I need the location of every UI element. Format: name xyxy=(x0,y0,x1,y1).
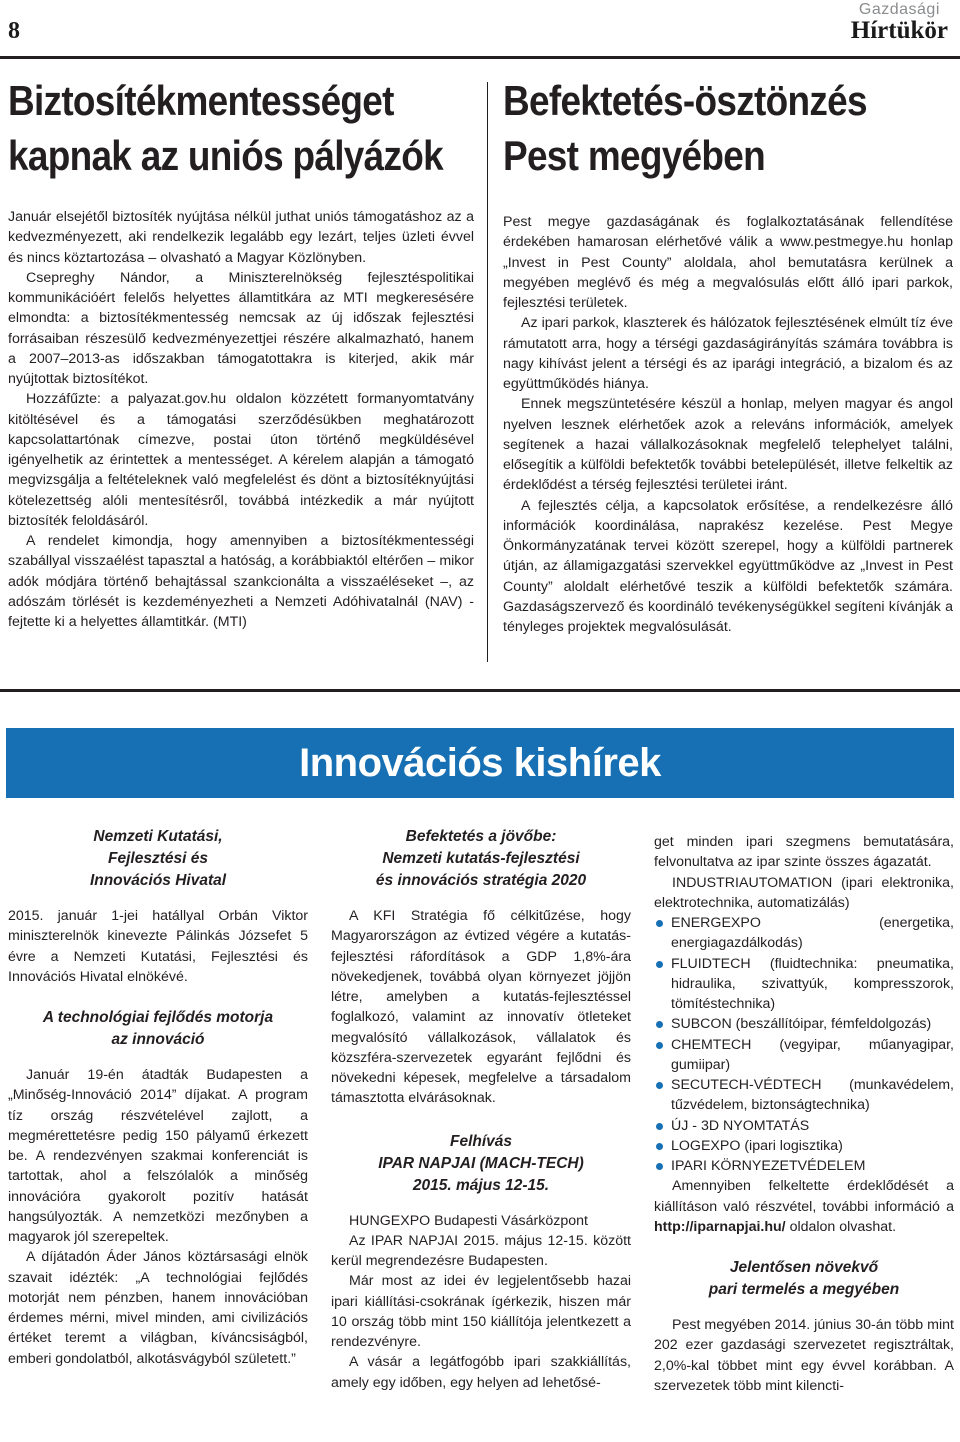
subheading-line: Befektetés a jövőbe: xyxy=(405,828,557,845)
article2-paragraph: A fejlesztés célja, a kapcsolatok erősítése, a rendelkezésre álló információk koordinálása, naprakész kezelése. Pest Megye Önkormányzatának tervei között szerepel, hogy a külföldi partnerek útján, az államigazgatási szervekkel együttműködve az „Invest in Pest County” aloldalt elérhetővé teszik a külföldi befektetők számára. Gazdaságszervező és koordináló tevékenységükkel segíteni kívánják a tényleges projektek megvalósulását. xyxy=(503,497,953,635)
bullet-item xyxy=(654,1014,954,1034)
paragraph: A vásár a legátfogóbb ipari szakkiállítás, amely egy időben, egy helyen ad lehetősé- xyxy=(331,1354,631,1391)
subheading-line: IPAR NAPJAI (MACH-TECH) xyxy=(378,1154,584,1172)
bullet-item xyxy=(654,1136,954,1156)
paragraph: 2015. január 1-jei hatállyal Orbán Viktor miniszterelnök kinevezte Pálinkás Józsefet 5 évre a Nemzeti Kutatási, Fejlesztési és Innovációs Hivatal elnökévé. xyxy=(8,908,308,985)
subheading-line: A technológiai fejlődés motorja xyxy=(42,1009,274,1026)
article1-paragraph: A rendelet kimondja, hogy amennyiben a biztosítékmentességi szabállyal visszaélést tapasztal a hatóság, a korábbiaktól eltérően – mikor adók módjára történő behajtással szankcionálta a visszaéléseket –, az adószám törlését is kezdeményezheti a Nemzeti Adóhivatalnál (NAV) - fejtette ki a helyettes államtitkár. (MTI) xyxy=(8,533,474,630)
paragraph: HUNGEXPO Budapesti Vásárközpont xyxy=(349,1212,588,1229)
bullet-text: ÚJ - 3D NYOMTATÁS xyxy=(671,1117,810,1134)
subheading-line: Nemzeti kutatás-fejlesztési xyxy=(382,850,580,867)
bullet-text: CHEMTECH (vegyipar, műanyagipar, gumiipar) xyxy=(671,1036,954,1073)
bullet-text: FLUIDTECH (fluidtechnika: pneumatika, hidraulika, szivattyúk, kompresszorok, tömítéstechnika) xyxy=(671,955,954,1012)
subheading-line: Innovációs Hivatal xyxy=(89,872,227,889)
bullet-item xyxy=(654,1156,954,1176)
article1-title-line2: kapnak az uniós pályázók xyxy=(8,132,444,179)
article2-title-line1: Befektetés-ösztönzés xyxy=(503,77,867,124)
innovation-column-3 xyxy=(654,832,954,1396)
bullet-dot-icon xyxy=(656,1021,663,1028)
article1-title-line1: Biztosítékmentességet xyxy=(8,77,394,124)
bullet-dot-icon xyxy=(656,1163,663,1170)
subheading-termeles xyxy=(654,1257,954,1301)
bullet-dot-icon xyxy=(656,1123,663,1130)
paragraph: A KFI Stratégia fő célkitűzése, hogy Magyarországon az évtized végére a kutatás-fejlesztési ráfordítások a GDP 1,8%-ára növekedjenek, továbbá olyan környezet jöjjön létre, amelyben a kutatás-fejlesztéssel foglalkozó, valamint az innovatív ötleteket megvalósító vállalkozások, vállalatok és közszféra-szervezetek egyaránt fejlődni és növekedni képesek, megfelelve a társadalom támasztotta elvárásoknak. xyxy=(331,908,631,1107)
article2-title xyxy=(503,73,867,183)
innovation-banner-title: Innovációs kishírek xyxy=(299,741,661,785)
paragraph: Pest megyében 2014. június 30-án több mint 202 ezer gazdasági szervezetet regisztráltak, 2,0%-kal többet mint egy évvel korábban. A szervezetek több mint kilencti- xyxy=(654,1317,954,1394)
innovation-column-2 xyxy=(331,812,631,1393)
subheading-line: Fejlesztési és xyxy=(108,850,208,867)
bullet-item xyxy=(654,1116,954,1136)
header-rule xyxy=(0,56,960,59)
bullet-item xyxy=(654,954,954,1015)
page-number: 8 xyxy=(8,18,20,44)
article2-title-line2: Pest megyében xyxy=(503,132,766,179)
masthead-logo xyxy=(851,2,948,43)
bullet-text: IPARI KÖRNYEZETVÉDELEM xyxy=(671,1158,866,1174)
subheading-nkfih xyxy=(8,826,308,892)
column-divider xyxy=(487,82,488,662)
article1-paragraph: Csepreghy Nándor, a Miniszterelnökség fejlesztéspolitikai kommunikációért felelős helyettes államtitkára az MTI megkeresésére elmondta: a biztosítékmentesség nemcsak az új időszak fejlesztési forrásaiban részesülő kedvezményezettjei részére alkalmazható, hanem a 2007–2013-as időszakban támogatottakra is kiterjed, akik már nyújtottak biztosítékot. xyxy=(8,269,474,387)
subheading-line: Jelentősen növekvő xyxy=(729,1259,879,1276)
subheading-befektetes xyxy=(331,826,631,892)
bullet-dot-icon xyxy=(656,1042,663,1049)
section-separator xyxy=(0,689,960,692)
bullet-text: SUBCON (beszállítóipar, fémfeldolgozás) xyxy=(671,1016,932,1033)
masthead-line2: Hírtükör xyxy=(850,17,948,44)
subheading-felhivas xyxy=(331,1131,631,1197)
article2-paragraph: Pest megye gazdaságának és foglalkoztatásának fellendítése érdekében hamarosan elérhetővé válik a www.pestmegye.hu honlap „Invest in Pest County” aloldala, ahol bemutatásra kerülnek a megyében meglévő és még a megvalósulás előtt álló ipari parkok, fejlesztési területek. xyxy=(503,214,953,311)
bullet-dot-icon xyxy=(656,1082,663,1089)
article1-title xyxy=(8,73,443,183)
paragraph: Az IPAR NAPJAI 2015. május 12-15. között kerül megrendezésre Budapesten. xyxy=(331,1232,631,1269)
paragraph: get minden ipari szegmens bemutatására, felvonultatva az ipar szinte összes ágazatát. xyxy=(654,834,954,871)
masthead-line1: Gazdasági xyxy=(858,1,940,18)
article1-paragraph: Hozzáfűzte: a palyazat.gov.hu oldalon közzétett formanyomtatvány kitöltésével és a támogatási szerződésükben meghatározott kapcsolattartónak címezve, postai úton történő megküldésével igényelhetik az érintettek a mentességet. A kérelem alapján a támogató megvizsgálja a feltételeknek való megfelelést és dönt a biztosítéknyújtási kötelezettség alóli mentesítésről, továbbá intézkedik a már nyújtott biztosíték feloldásáról. xyxy=(8,391,474,529)
article1-body xyxy=(8,207,474,632)
subheading-line: pari termelés a megyében xyxy=(708,1281,900,1298)
subheading-line: Felhívás xyxy=(449,1132,513,1150)
bullet-text: LOGEXPO (ipari logisztika) xyxy=(671,1137,843,1154)
paragraph-with-link xyxy=(654,1176,954,1237)
bullet-item xyxy=(654,1075,954,1116)
bullet-text: ENERGEXPO (energetika, energiagazdálkodás) xyxy=(671,915,954,952)
article2-paragraph: Az ipari parkok, klaszterek és hálózatok fejlesztésének elmúlt tíz éve rámutatott arra, hogy a térségi gazdaságirányítás számára továbbra is nagy kihívást jelent a térségi és az iparági integráció, a bizalom és az együttműködés hiánya. xyxy=(503,315,953,392)
paragraph: INDUSTRIAUTOMATION (ipari elektronika, elektrotechnika, automatizálás) xyxy=(654,874,954,911)
iparnapjai-link[interactable]: http://iparnapjai.hu/ xyxy=(654,1218,786,1235)
bullet-dot-icon xyxy=(656,1143,663,1150)
paragraph-text: oldalon olvashat. xyxy=(785,1218,897,1235)
subheading-line: és innovációs stratégia 2020 xyxy=(375,872,587,889)
article2-paragraph: Ennek megszüntetésére készül a honlap, melyen magyar és angol nyelven lesznek elérhetőek azok a releváns információk, amelyek segítenek a hazai vállalkozásoknak megfelelő telephelyet találni, elősegítik a külföldi befektetők további betelepülését, illetve felkeltik az érdeklődést a térség fejlesztési területei iránt. xyxy=(503,396,953,494)
bullet-dot-icon xyxy=(656,920,663,927)
subheading-technologia xyxy=(8,1007,308,1051)
bullet-item xyxy=(654,913,954,954)
article1-paragraph: Január elsejétől biztosíték nyújtása nélkül juthat uniós támogatáshoz az a kedvezményezett, aki rendelkezik legalább egy lezárt, teljes üzleti évvel és nincs köztartozása – olvasható a Magyar Közlönyben. xyxy=(8,209,474,266)
innovation-banner xyxy=(6,728,954,798)
bullet-text: SECUTECH-VÉDTECH (munkavédelem, tűzvédelem, biztonságtechnika) xyxy=(671,1077,954,1114)
paragraph-text: Amennyiben felkeltette érdeklődését a kiállításon való részvétel, további információ a xyxy=(654,1178,954,1215)
subheading-line: 2015. május 12-15. xyxy=(412,1176,550,1194)
paragraph: Már most az idei év legjelentősebb hazai ipari kiállítási-csokrának ígérkezik, hiszen már 10 ország több mint 150 kiállítója jelentkezett a rendezvényre. xyxy=(331,1273,631,1350)
innovation-column-1 xyxy=(8,812,308,1369)
paragraph: Január 19-én átadták Budapesten a „Minőség-Innováció 2014” díjakat. A program tíz ország részvételével zajlott, a megmérettetésre pedig 150 pályamű érkezett be. A rendezvényen szakmai konferenciát is tartottak, ahol a felszólalók a minőség innovációra gyakorolt pozitív hatását hangsúlyozták. A nemzetközi mezőnyben a magyarok jól szerepeltek. xyxy=(8,1067,308,1245)
bullet-dot-icon xyxy=(656,961,663,968)
bullet-item xyxy=(654,1035,954,1076)
subheading-line: Nemzeti Kutatási, xyxy=(93,828,223,845)
article2-body xyxy=(503,212,953,637)
paragraph: A díjátadón Áder János köztársasági elnök szavait idézték: „A technológiai fejlődés motorját nem pénzben, hanem innovációban érdemes mérni, mivel minden, ami civilizációs értéket teremt a világban, kíváncsiságból, emberi gondolatból, alkotásvágyból született.” xyxy=(8,1249,308,1367)
subheading-line: az innováció xyxy=(111,1031,205,1048)
